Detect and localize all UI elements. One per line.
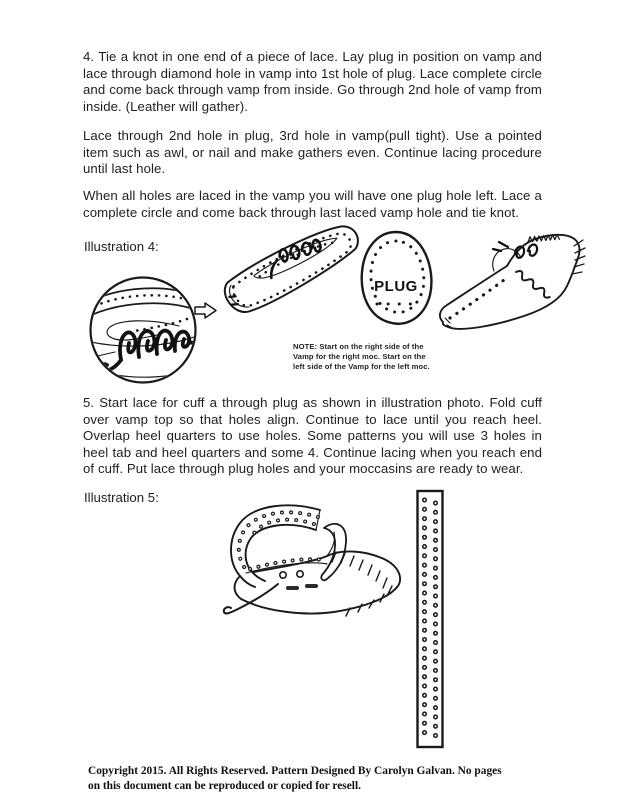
copyright-line: Copyright 2015. All Rights Reserved. Pattern Designed By Carolyn Galvan. No pages xyxy=(88,765,502,777)
plug-pattern-drawing xyxy=(362,232,432,324)
illustration-5-drawing xyxy=(188,486,450,754)
lacing-procedure-paragraph: Lace through 2nd hole in plug, 3rd hole in vamp(pull tight). Use a pointed item such as awl, or nail and make gathers even. Continue lacing procedure until last hole. xyxy=(83,128,542,177)
note-text xyxy=(293,342,430,373)
finish-lacing-paragraph: When all holes are laced in the vamp you will have one plug hole left. Lace a complete circle and come back through last laced vamp hole and tie knot. xyxy=(83,188,542,220)
plug-label: PLUG xyxy=(374,278,418,295)
finished-moccasin-drawing xyxy=(440,234,585,329)
moccasin-cuff-lacing-drawing xyxy=(224,505,400,616)
lacing-closeup-circle-drawing xyxy=(87,278,216,383)
note-line: Vamp for the right moc. Start on the xyxy=(293,352,426,362)
copyright-line: on this document can be reproduced or copied for resell. xyxy=(88,779,361,792)
copyright-text xyxy=(88,764,558,794)
moccasin-sole-drawing xyxy=(217,222,368,318)
lace-hole-strip-drawing xyxy=(418,491,443,747)
illustration-5-label: Illustration 5: xyxy=(84,490,159,505)
step-4-paragraph: 4. Tie a knot in one end of a piece of lace. Lay plug in position on vamp and lace through diamond hole in vamp into 1st hole of plug. Lace complete circle and come back through vamp from inside. Go through 2nd hole of vamp from inside. (Leather will gather). xyxy=(83,49,542,114)
step-5-paragraph: 5. Start lace for cuff a through plug as shown in illustration photo. Fold cuff over vamp top so that holes align. Continue to lace until you reach heel. Overlap heel quarters to use holes. Some patterns you will use 3 holes in heel tab and heel quarters and some 4. Continue lacing when you reach end of cuff. Put lace through plug holes and your moccasins are ready to wear. xyxy=(83,395,542,477)
arrow-right-icon xyxy=(195,303,216,318)
note-line: left side of the Vamp for the left moc. xyxy=(293,362,430,372)
illustration-4-label: Illustration 4: xyxy=(84,239,159,254)
note-line: NOTE: Start on the right side of the xyxy=(293,342,424,351)
lace-loops xyxy=(101,331,216,371)
